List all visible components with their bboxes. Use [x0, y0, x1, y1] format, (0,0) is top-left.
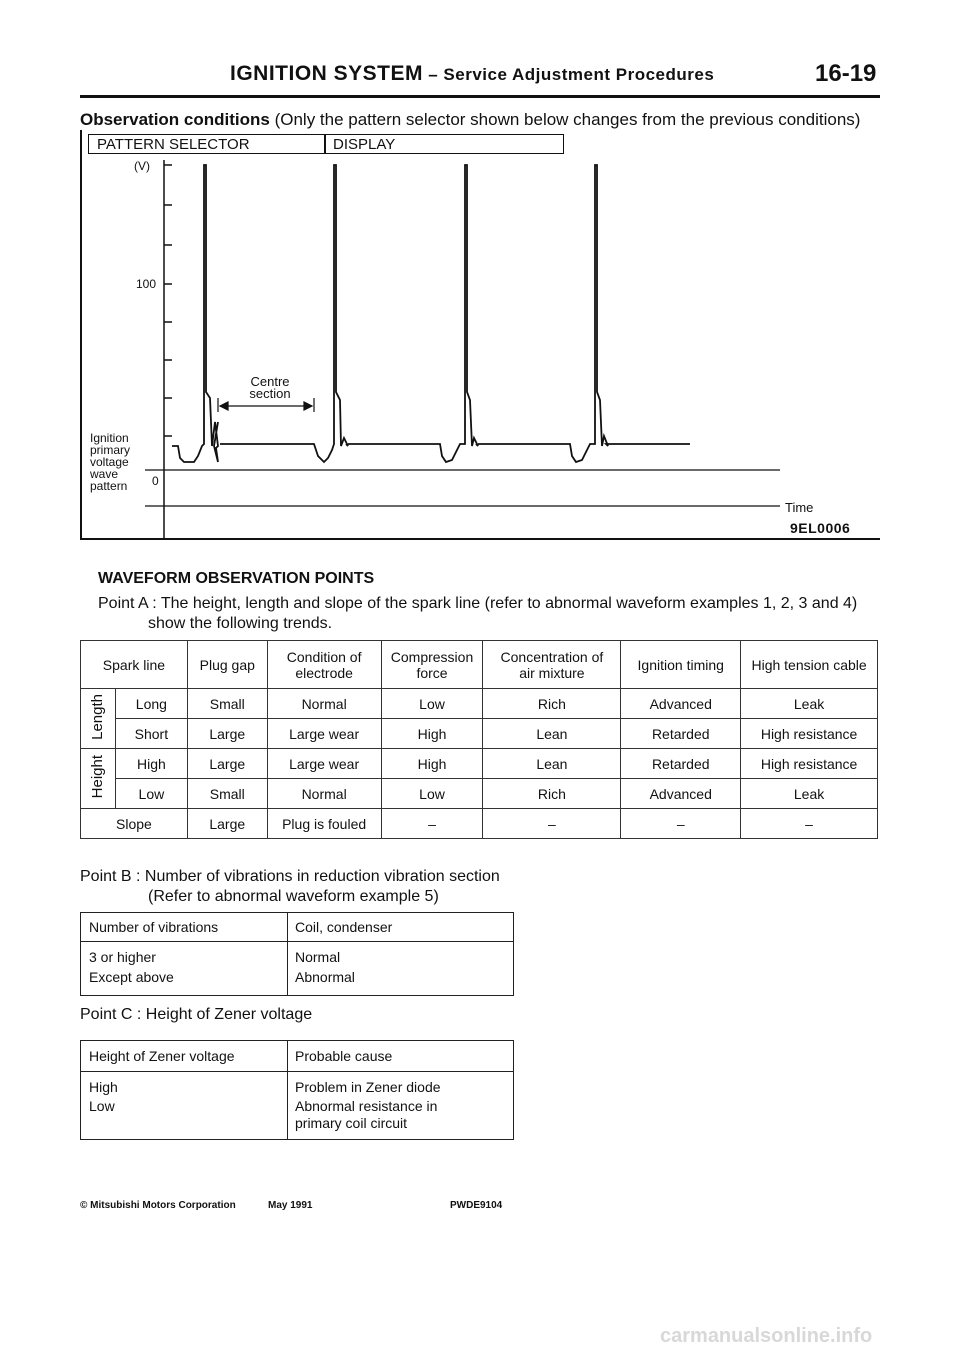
point-a-line2: show the following trends.	[148, 615, 333, 632]
point-c-line1: Point C : Height of Zener voltage	[80, 1006, 313, 1023]
title-dash: –	[423, 65, 444, 84]
zener-left-1: High	[89, 1079, 118, 1095]
zener-left-2: Low	[89, 1098, 115, 1114]
table-row-slope: Slope Large Plug is fouled – – – –	[81, 809, 878, 839]
vibration-header-left: Number of vibrations	[89, 919, 219, 935]
footer-copyright: © Mitsubishi Motors Corporation	[80, 1200, 236, 1211]
page-number: 16-19	[815, 60, 877, 87]
group-height: Height	[81, 749, 116, 809]
section-title: IGNITION SYSTEM	[230, 62, 424, 85]
header-plug-gap: Plug gap	[187, 641, 267, 689]
watermark: carmanualsonline.info	[660, 1325, 873, 1347]
waveform-figure	[0, 0, 960, 560]
zener-right-1: Problem in Zener diode	[295, 1079, 441, 1095]
y-axis-label-line: primary	[90, 443, 131, 457]
header-spark-line: Spark line	[81, 641, 188, 689]
zener-right-3: primary coil circuit	[295, 1115, 408, 1131]
time-label: Time	[785, 500, 814, 515]
section-subtitle: Service Adjustment Procedures	[443, 65, 715, 84]
header-concentration: Concentration of air mixture	[483, 641, 621, 689]
zener-table	[80, 1040, 514, 1140]
centre-label-line1: Centre	[250, 374, 290, 389]
header-condition: Condition of electrode	[267, 641, 381, 689]
display-box: DISPLAY	[324, 134, 564, 154]
zener-header-left: Height of Zener voltage	[89, 1048, 235, 1064]
y-axis-label-line: voltage	[90, 455, 129, 469]
vibration-left-2: Except above	[89, 969, 174, 985]
vibration-header-right: Coil, condenser	[295, 919, 393, 935]
point-a-line1: Point A : The height, length and slope of the spark line (refer to abnormal waveform examples 1, 2, 3 and 4)	[98, 595, 858, 612]
footer-date: May 1991	[268, 1200, 313, 1211]
y-axis-label-line: Ignition	[90, 431, 129, 445]
figure-code: 9EL0006	[790, 520, 851, 536]
header-ignition-timing: Ignition timing	[621, 641, 741, 689]
group-length: Length	[81, 689, 116, 749]
table-row: Height High Large Large wear High Lean Retarded High resistance	[81, 749, 878, 779]
table-row: Low Small Normal Low Rich Advanced Leak	[81, 779, 878, 809]
y-ticks	[164, 165, 172, 436]
waveform-trace	[172, 165, 690, 462]
y-axis-label-line: pattern	[90, 479, 128, 493]
zener-header-right: Probable cause	[295, 1048, 393, 1064]
footer-code: PWDE9104	[450, 1200, 503, 1211]
vibration-right-1: Normal	[295, 949, 341, 965]
header-high-tension: High tension cable	[741, 641, 878, 689]
y-axis-label-line: wave	[90, 467, 119, 481]
y-tick-0: 0	[152, 474, 159, 488]
centre-label-line2: section	[249, 386, 291, 401]
spark-line-table	[80, 640, 878, 839]
observation-text: (Only the pattern selector shown below changes from the previous conditions)	[269, 110, 861, 129]
y-unit-label: (V)	[134, 159, 150, 173]
header-compression: Compression force	[381, 641, 483, 689]
vibration-table	[80, 912, 514, 996]
point-b-line1: Point B : Number of vibrations in reduction vibration section	[80, 868, 500, 885]
vibration-left-1: 3 or higher	[89, 949, 156, 965]
waveform-points-title: WAVEFORM OBSERVATION POINTS	[98, 570, 375, 587]
vibration-right-2: Abnormal	[295, 969, 355, 985]
table-row: Short Large Large wear High Lean Retarded High resistance	[81, 719, 878, 749]
observation-heading: Observation conditions	[80, 110, 270, 129]
point-b-line2: (Refer to abnormal waveform example 5)	[148, 888, 439, 905]
zener-right-2: Abnormal resistance in	[295, 1098, 438, 1114]
pattern-selector-box: PATTERN SELECTOR	[88, 134, 326, 154]
table-header-row	[81, 641, 878, 689]
y-tick-100: 100	[136, 277, 157, 291]
table-row: Length Long Small Normal Low Rich Advanced Leak	[81, 689, 878, 719]
centre-section-arrow	[218, 398, 314, 412]
